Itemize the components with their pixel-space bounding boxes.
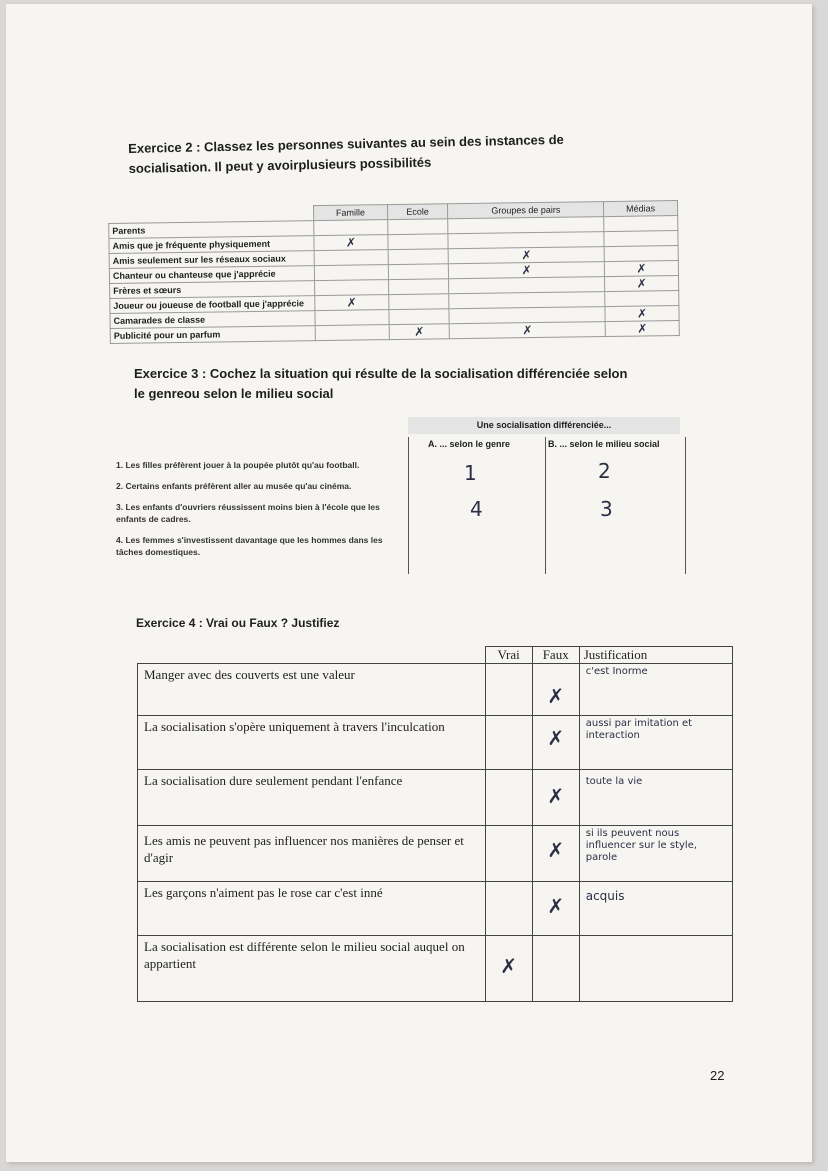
table-row: Amis que je fréquente physiquement ✗ [109,231,678,254]
mark-cell [604,246,678,262]
document-page [6,4,812,1162]
grid-header: Une socialisation différenciée... [408,417,680,434]
list-item: 3. Les enfants d'ouvriers réussissent moins bien à l'école que les enfants de cadres. [116,502,380,524]
justification-cell: si ils peuvent nous influencer sur le style, parole [579,826,732,882]
faux-cell: ✗ [532,664,579,716]
mark-cell [314,250,388,266]
page-number: 22 [710,1068,725,1083]
exercise-2-title: Exercice 2 : Classez les personnes suivantes au sein des instances de socialisation. Il peut y avoirplusieurs possibilités [128,131,564,176]
mark-cell [314,265,388,281]
justification-cell: toute la vie [579,770,732,826]
faux-cell: ✗ [532,882,579,936]
statement-cell: La socialisation s'opère uniquement à travers l'inculcation [138,716,486,770]
mark-cell: ✗ [315,295,389,311]
column-header: Faux [532,647,579,664]
mark-cell [314,220,388,236]
exercise-3-statements [116,459,386,567]
mark-cell: ✗ [605,276,679,292]
vrai-cell [485,826,532,882]
mark-cell [388,234,449,250]
answer-b: 2 [598,459,611,483]
table-row [138,770,733,826]
faux-cell: ✗ [532,826,579,882]
statement-cell: La socialisation est différente selon le milieu social auquel on appartient [138,936,486,1002]
table-row [138,716,733,770]
table-row [138,826,733,882]
mark-cell [388,249,449,265]
mark-cell [605,291,679,307]
table-row: Publicité pour un parfum ✗ ✗ ✗ [110,321,679,344]
table-row: Joueur ou joueuse de football que j'apprécie ✗ [110,291,679,314]
justification-cell: acquis [579,882,732,936]
column-a-header: A. ... selon le genre [428,439,511,449]
mark-cell [389,294,450,310]
faux-cell: ✗ [532,716,579,770]
justification-cell: c'est Inorme [579,664,732,716]
exercise-4-table [137,646,733,1002]
mark-cell: ✗ [314,235,388,251]
mark-cell [315,310,389,326]
mark-cell: ✗ [604,261,678,277]
exercise-3-title: Exercice 3 : Cochez la situation qui résulte de la socialisation différenciée selon le genreou selon le milieu social [134,366,628,401]
faux-cell [532,936,579,1002]
answer-b: 3 [600,497,613,521]
mark-cell [388,264,449,280]
justification-cell [579,936,732,1002]
table-row: Amis seulement sur les réseaux sociaux ✗ [109,246,678,269]
mark-cell: ✗ [449,262,605,279]
mark-cell [604,216,678,232]
exercise-4-title: Exercice 4 : Vrai ou Faux ? Justifiez [136,616,340,630]
table-row: Frères et sœurs ✗ [110,276,679,299]
list-item: 4. Les femmes s'investissent davantage que les hommes dans les tâches domestiques. [116,535,383,557]
mark-cell [315,325,389,341]
column-header: Vrai [485,647,532,664]
statement-cell: Manger avec des couverts est une valeur [138,664,486,716]
table-row [138,882,733,936]
table-row: Chanteur ou chanteuse que j'apprécie ✗ ✗ [109,261,678,284]
mark-cell [388,219,449,235]
exercise-2-table [108,200,680,344]
faux-cell: ✗ [532,770,579,826]
list-item: 2. Certains enfants préfèrent aller au musée qu'au cinéma. [116,481,352,491]
mark-cell [388,279,449,295]
vrai-cell [485,770,532,826]
mark-cell [604,231,678,247]
justification-cell: aussi par imitation et interaction [579,716,732,770]
mark-cell: ✗ [605,321,679,337]
table-row: Parents [109,216,678,239]
mark-cell: ✗ [448,247,604,264]
answer-a: 1 [464,461,477,485]
table-row: Camarades de classe ✗ [110,306,679,329]
list-item: 1. Les filles préfèrent jouer à la poupée plutôt qu'au football. [116,460,360,470]
statement-cell: La socialisation dure seulement pendant l'enfance [138,770,486,826]
column-header: Famille [313,205,387,221]
exercise-3-answer-grid [408,417,680,574]
mark-cell: ✗ [449,322,605,339]
mark-cell [389,309,450,325]
statement-cell: Les garçons n'aiment pas le rose car c'est inné [138,882,486,936]
table-row [138,664,733,716]
vrai-cell [485,882,532,936]
column-header: Justification [579,647,732,664]
statement-cell: Les amis ne peuvent pas influencer nos manières de penser et d'agir [138,826,486,882]
table-row [138,936,733,1002]
answer-a: 4 [470,497,483,521]
column-header: Médias [604,201,678,217]
column-header: Ecole [387,204,448,220]
mark-cell: ✗ [605,306,679,322]
vrai-cell [485,664,532,716]
vrai-cell [485,716,532,770]
column-header: Groupes de pairs [448,202,604,219]
column-b-header: B. ... selon le milieu social [548,439,660,449]
mark-cell: ✗ [389,324,450,340]
vrai-cell: ✗ [485,936,532,1002]
mark-cell [315,280,389,296]
